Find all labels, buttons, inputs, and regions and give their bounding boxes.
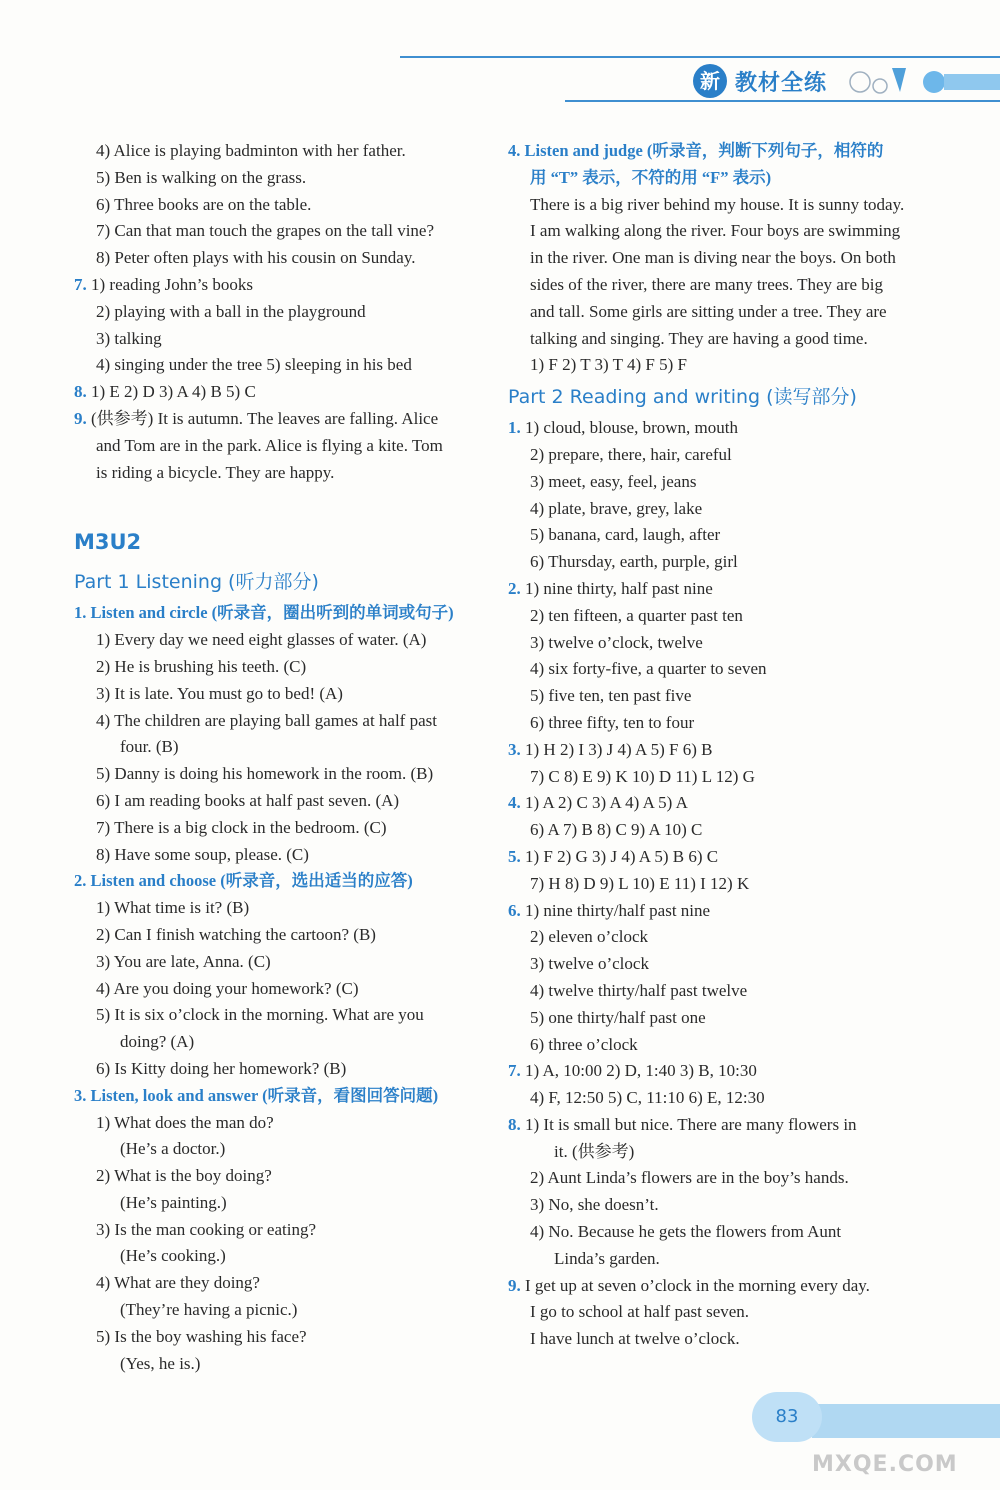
answer-text: 4) Are you doing your homework? (C) — [96, 978, 359, 998]
answer-line — [74, 788, 514, 815]
answer-text: 6) Thursday, earth, purple, girl — [530, 552, 738, 572]
answer-text: I am walking along the river. Four boys are swimming — [530, 221, 901, 241]
answer-line — [508, 764, 928, 791]
answer-text: 2) prepare, there, hair, careful — [530, 444, 732, 464]
answer-line — [508, 924, 928, 951]
answer-text: 1) A 2) C 3) A 4) A 5) A — [520, 793, 688, 813]
answer-line — [74, 1190, 514, 1217]
answer-line — [508, 951, 928, 978]
answer-line — [74, 379, 514, 406]
answer-text: 1) cloud, blouse, brown, mouth — [520, 418, 738, 438]
answer-text: (He’s a doctor.) — [120, 1139, 226, 1159]
answer-line — [508, 817, 928, 844]
answer-line — [74, 433, 514, 460]
answer-line — [508, 630, 928, 657]
answer-line — [508, 683, 928, 710]
exercise-title: 用 “T” 表示，不符的用 “F” 表示) — [530, 167, 772, 187]
answer-line — [508, 326, 928, 353]
answer-line — [508, 192, 928, 219]
answer-line — [508, 1326, 928, 1353]
answer-text: 1) What time is it? (B) — [96, 898, 250, 918]
answer-text: 2) playing with a ball in the playground — [96, 301, 366, 321]
answer-text: is riding a bicycle. They are happy. — [96, 462, 335, 482]
header-line-top — [400, 56, 1000, 58]
answer-line — [74, 245, 514, 272]
question-number: 9. — [508, 1275, 521, 1295]
answer-line — [74, 326, 514, 353]
answer-line — [74, 192, 514, 219]
answer-line — [508, 496, 928, 523]
answer-text: 4) singing under the tree 5) sleeping in his bed — [96, 355, 412, 375]
answer-line — [74, 218, 514, 245]
answer-text: 5) Danny is doing his homework in the room. (B) — [96, 764, 434, 784]
answer-line — [74, 352, 514, 379]
answer-line — [74, 922, 514, 949]
answer-line — [508, 1139, 928, 1166]
answer-text: 3) twelve o’clock — [530, 954, 649, 974]
answer-text: sides of the river, there are many trees. They are big — [530, 274, 884, 294]
answer-text: 3) No, she doesn’t. — [530, 1195, 659, 1215]
answer-line — [74, 761, 514, 788]
answer-text: 4) twelve thirty/half past twelve — [530, 980, 748, 1000]
answer-text: 7) C 8) E 9) K 10) D 11) L 12) G — [530, 766, 755, 786]
section-heading: M3U2 — [74, 530, 142, 555]
answer-line — [74, 1163, 514, 1190]
answer-line — [508, 1112, 928, 1139]
header-decoration — [840, 60, 1000, 100]
answer-line — [74, 708, 514, 735]
page-number-bar — [812, 1404, 1000, 1438]
question-number: 7. — [74, 274, 87, 294]
answer-line — [508, 415, 928, 442]
answer-line — [74, 165, 514, 192]
answer-text: 4) No. Because he gets the flowers from Aunt — [530, 1222, 842, 1242]
answer-text: (Yes, he is.) — [120, 1353, 201, 1373]
answer-text: (供参考) It is autumn. The leaves are falling. Alice — [86, 408, 439, 428]
question-number: 5. — [508, 846, 521, 866]
answer-line — [74, 1324, 514, 1351]
answer-text: 4) The children are playing ball games at half past — [96, 710, 437, 730]
answer-line — [508, 576, 928, 603]
answer-line — [74, 1110, 514, 1137]
answer-text: 1) What does the man do? — [96, 1112, 274, 1132]
answer-text: 6) Is Kitty doing her homework? (B) — [96, 1058, 347, 1078]
header-title: 教材全练 — [735, 71, 828, 96]
answer-text: 3) talking — [96, 328, 162, 348]
answer-line — [74, 1002, 514, 1029]
question-number: 3. — [508, 739, 521, 759]
watermark: MXQE.COM — [812, 1452, 958, 1477]
left-column — [74, 138, 514, 1377]
answer-line — [508, 1246, 928, 1273]
answer-line — [508, 1219, 928, 1246]
answer-line — [74, 895, 514, 922]
answer-text: 5) five ten, ten past five — [530, 686, 692, 706]
answer-text: 1) E 2) D 3) A 4) B 5) C — [86, 382, 256, 402]
answer-text: 5) banana, card, laugh, after — [530, 525, 721, 545]
answer-text: 1) reading John’s books — [86, 274, 253, 294]
answer-text: 1) It is small but nice. There are many flowers in — [520, 1114, 857, 1134]
answer-text: 2) Aunt Linda’s flowers are in the boy’s hands. — [530, 1168, 849, 1188]
answer-text: 1) H 2) I 3) J 4) A 5) F 6) B — [520, 739, 713, 759]
answer-text: 8) Have some soup, please. (C) — [96, 844, 309, 864]
spacer — [74, 486, 514, 510]
answer-text: 6) I am reading books at half past seven. (A) — [96, 790, 400, 810]
answer-text: 7) There is a big clock in the bedroom. (C) — [96, 817, 387, 837]
answer-line — [508, 978, 928, 1005]
exercise-title: 4. Listen and judge (听录音，判断下列句子，相符的 — [508, 141, 884, 160]
answer-line — [74, 681, 514, 708]
answer-line — [508, 549, 928, 576]
question-number: 1. — [508, 418, 521, 438]
answer-text: (They’re having a picnic.) — [120, 1300, 298, 1320]
answer-text: 3) It is late. You must go to bed! (A) — [96, 683, 343, 703]
answer-line — [74, 272, 514, 299]
answer-line — [74, 627, 514, 654]
answer-line — [74, 1297, 514, 1324]
answer-line — [508, 299, 928, 326]
answer-line — [508, 218, 928, 245]
part-heading: Part 1 Listening (听力部分) — [74, 571, 319, 594]
answer-text: 1) nine thirty, half past nine — [520, 578, 713, 598]
answer-text: 3) twelve o’clock, twelve — [530, 632, 703, 652]
exercise-title: 3. Listen, look and answer (听录音，看图回答问题) — [74, 1085, 439, 1105]
answer-text: 1) nine thirty/half past nine — [520, 900, 711, 920]
answer-line — [508, 522, 928, 549]
answer-text: 8) Peter often plays with his cousin on Sunday. — [96, 248, 416, 268]
answer-text: There is a big river behind my house. It is sunny today. — [530, 194, 905, 214]
answer-text: (He’s cooking.) — [120, 1246, 226, 1266]
header-badge: 新 — [693, 64, 727, 98]
answer-text: 6) A 7) B 8) C 9) A 10) C — [530, 820, 703, 840]
answer-line — [508, 737, 928, 764]
answer-text: and Tom are in the park. Alice is flying a kite. Tom — [96, 435, 443, 455]
answer-line — [74, 460, 514, 487]
answer-line — [508, 1032, 928, 1059]
answer-line — [74, 842, 514, 869]
answer-line — [508, 790, 928, 817]
answer-text: 1) Every day we need eight glasses of water. (A) — [96, 630, 427, 650]
answer-line — [508, 656, 928, 683]
answer-text: 5) one thirty/half past one — [530, 1007, 706, 1027]
answer-line — [74, 1136, 514, 1163]
answer-text: 4) What are they doing? — [96, 1273, 260, 1293]
answer-line — [508, 1058, 928, 1085]
answer-text: 2) Can I finish watching the cartoon? (B) — [96, 924, 376, 944]
page-number-area — [752, 1392, 1000, 1452]
answer-line — [508, 710, 928, 737]
answer-text: 2) ten fifteen, a quarter past ten — [530, 605, 743, 625]
question-number: 6. — [508, 900, 521, 920]
answer-text: I get up at seven o’clock in the morning every day. — [520, 1275, 870, 1295]
answer-text: 5) Ben is walking on the grass. — [96, 167, 307, 187]
answer-text: 2) He is brushing his teeth. (C) — [96, 656, 307, 676]
header-line-bottom — [565, 100, 1000, 102]
answer-text: talking and singing. They are having a good time. — [530, 328, 868, 348]
answer-line — [508, 469, 928, 496]
answer-text: 4) six forty-five, a quarter to seven — [530, 659, 767, 679]
answer-line — [74, 1243, 514, 1270]
answer-line — [508, 442, 928, 469]
answer-line — [508, 1192, 928, 1219]
answer-text: 6) three fifty, ten to four — [530, 712, 695, 732]
answer-line — [508, 272, 928, 299]
question-number: 2. — [508, 578, 521, 598]
answer-text: 6) Three books are on the table. — [96, 194, 312, 214]
answer-text: 7) Can that man touch the grapes on the tall vine? — [96, 221, 435, 241]
answer-line — [508, 245, 928, 272]
answer-line — [508, 1273, 928, 1300]
answer-text: 4) F, 12:50 5) C, 11:10 6) E, 12:30 — [530, 1088, 765, 1108]
answer-line — [74, 1351, 514, 1378]
answer-text: 1) A, 10:00 2) D, 1:40 3) B, 10:30 — [520, 1061, 757, 1081]
question-number: 8. — [74, 382, 87, 402]
answer-text: 4) Alice is playing badminton with her father. — [96, 141, 406, 160]
answer-line — [74, 654, 514, 681]
answer-line — [74, 1056, 514, 1083]
answer-text: 2) What is the boy doing? — [96, 1166, 272, 1186]
answer-line — [508, 871, 928, 898]
answer-line — [74, 976, 514, 1003]
exercise-title: 2. Listen and choose (听录音，选出适当的应答) — [74, 871, 413, 891]
answer-text: 7) H 8) D 9) L 10) E 11) I 12) K — [530, 873, 750, 893]
answer-text: 3) meet, easy, feel, jeans — [530, 471, 697, 491]
answer-text: Linda’s garden. — [554, 1248, 660, 1268]
answer-text: 6) three o’clock — [530, 1034, 638, 1054]
answer-text: doing? (A) — [120, 1032, 195, 1052]
answer-text: 2) eleven o’clock — [530, 927, 648, 947]
answer-line — [74, 815, 514, 842]
answer-line — [508, 603, 928, 630]
answer-line — [508, 352, 928, 379]
answer-text: 5) Is the boy washing his face? — [96, 1326, 307, 1346]
answer-text: I have lunch at twelve o’clock. — [530, 1329, 740, 1349]
answer-line — [508, 1085, 928, 1112]
answer-line — [74, 1270, 514, 1297]
answer-text: four. (B) — [120, 737, 179, 757]
right-column — [508, 138, 928, 1353]
answer-line — [508, 1165, 928, 1192]
answer-text: 5) It is six o’clock in the morning. What are you — [96, 1005, 424, 1025]
answer-text: in the river. One man is diving near the boys. On both — [530, 248, 896, 268]
answer-line — [74, 734, 514, 761]
question-number: 7. — [508, 1061, 521, 1081]
answer-line — [508, 1005, 928, 1032]
answer-line — [74, 1217, 514, 1244]
answer-text: 3) You are late, Anna. (C) — [96, 951, 271, 971]
question-number: 8. — [508, 1114, 521, 1134]
answer-text: 3) Is the man cooking or eating? — [96, 1219, 316, 1239]
answer-text: 1) F 2) T 3) T 4) F 5) F — [530, 355, 687, 375]
exercise-title: 1. Listen and circle (听录音，圈出听到的单词或句子) — [74, 603, 454, 623]
answer-line — [508, 1299, 928, 1326]
answer-text: it. (供参考) — [554, 1141, 635, 1161]
answer-text: I go to school at half past seven. — [530, 1302, 750, 1322]
answer-line — [74, 949, 514, 976]
answer-line — [74, 406, 514, 433]
answer-line — [74, 299, 514, 326]
question-number: 4. — [508, 793, 521, 813]
answer-line — [74, 138, 514, 165]
question-number: 9. — [74, 408, 87, 428]
answer-line — [74, 1029, 514, 1056]
part-heading: Part 2 Reading and writing (读写部分) — [508, 386, 857, 409]
answer-text: 4) plate, brave, grey, lake — [530, 498, 703, 518]
answer-text: (He’s painting.) — [120, 1192, 227, 1212]
page-number: 83 — [752, 1392, 822, 1442]
answer-text: and tall. Some girls are sitting under a tree. They are — [530, 301, 887, 321]
answer-line — [508, 844, 928, 871]
answer-line — [508, 898, 928, 925]
answer-text: 1) F 2) G 3) J 4) A 5) B 6) C — [520, 846, 719, 866]
